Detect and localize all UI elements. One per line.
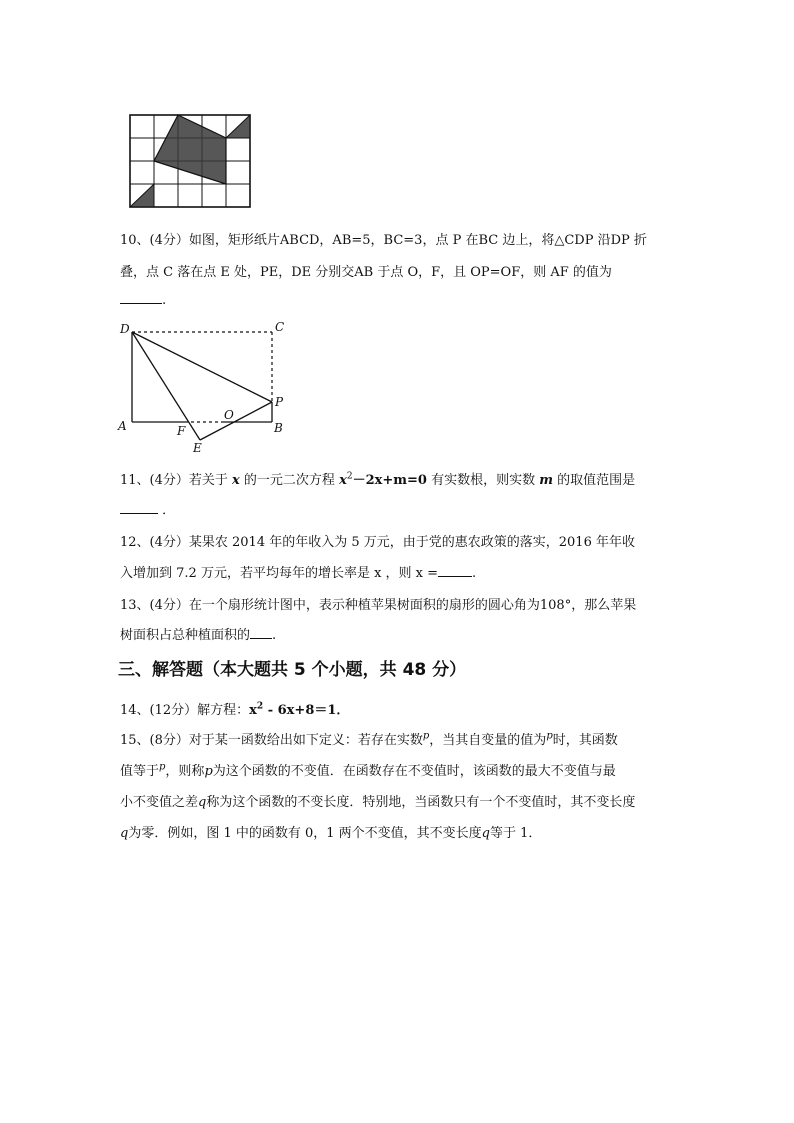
q13-line2: 树面积占总种植面积的 . xyxy=(120,628,277,643)
shaded-quadrilateral xyxy=(154,115,226,184)
q15-line2: 值等于$^p$，则称p为这个函数的不变值．在函数存在不变值时，该函数的最大不变值与最 xyxy=(120,761,616,779)
q11-line1: 11、(4分）若关于 x 的一元二次方程 $x^2-2x+m=0$ 有实数根，则实数 m 的取值范围是 xyxy=(120,471,636,488)
q10-line3: . xyxy=(120,291,166,308)
q11-line2: ． xyxy=(120,499,175,518)
q12-line2: 入增加到 7.2 万元，若平均每年的增长率是 x ，则 x = . xyxy=(120,566,477,581)
shaded-triangle-top xyxy=(226,115,250,138)
label-E: E xyxy=(193,441,202,455)
section-heading: 三、解答题（本大题共 5 个小题，共 48 分） xyxy=(118,660,467,680)
answer-blank[interactable] xyxy=(120,291,162,304)
label-P: P xyxy=(275,395,284,409)
grid-figure xyxy=(128,112,254,210)
q15-line1: 15、(8分）对于某一函数给出如下定义：若存在实数$^p$，当其自变量的值为$^p$时，其函数 xyxy=(120,730,618,748)
q12-line1: 12、(4分）某果农 2014 年的年收入为 5 万元，由于党的惠农政策的落实，2016 年年收 xyxy=(120,535,635,550)
answer-blank[interactable] xyxy=(250,626,272,639)
label-F: F xyxy=(177,424,186,438)
answer-blank[interactable] xyxy=(120,501,158,514)
q10-line1: 10、(4分）如图，矩形纸片ABCD，AB=5，BC=3，点 P 在BC 边上，将△CDP 沿DP 折 xyxy=(120,233,647,248)
label-C: C xyxy=(275,320,285,334)
q15-line4: q为零．例如，图 1 中的函数有 0，1 两个不变值，其不变长度q等于 1． xyxy=(120,826,542,841)
rectangle-fold-figure xyxy=(115,318,295,458)
q14-line: 14、(12分）解方程：$x^2 - 6x+8=1$． xyxy=(120,701,350,718)
label-O: O xyxy=(224,408,234,422)
answer-blank[interactable] xyxy=(438,564,472,577)
q10-line2: 叠，点 C 落在点 E 处，PE，DE 分别交AB 于点 O，F，且 OP=OF，则 AF 的值为 xyxy=(120,265,612,280)
shaded-triangle-bottom xyxy=(130,184,154,207)
label-B: B xyxy=(274,421,283,435)
label-A: A xyxy=(118,419,127,433)
q13-line1: 13、(4分）在一个扇形统计图中，表示种植苹果树面积的扇形的圆心角为108°，那么苹果 xyxy=(120,598,637,613)
q15-line3: 小不变值之差q称为这个函数的不变长度．特别地，当函数只有一个不变值时，其不变长度 xyxy=(120,795,636,810)
label-D: D xyxy=(120,322,130,336)
